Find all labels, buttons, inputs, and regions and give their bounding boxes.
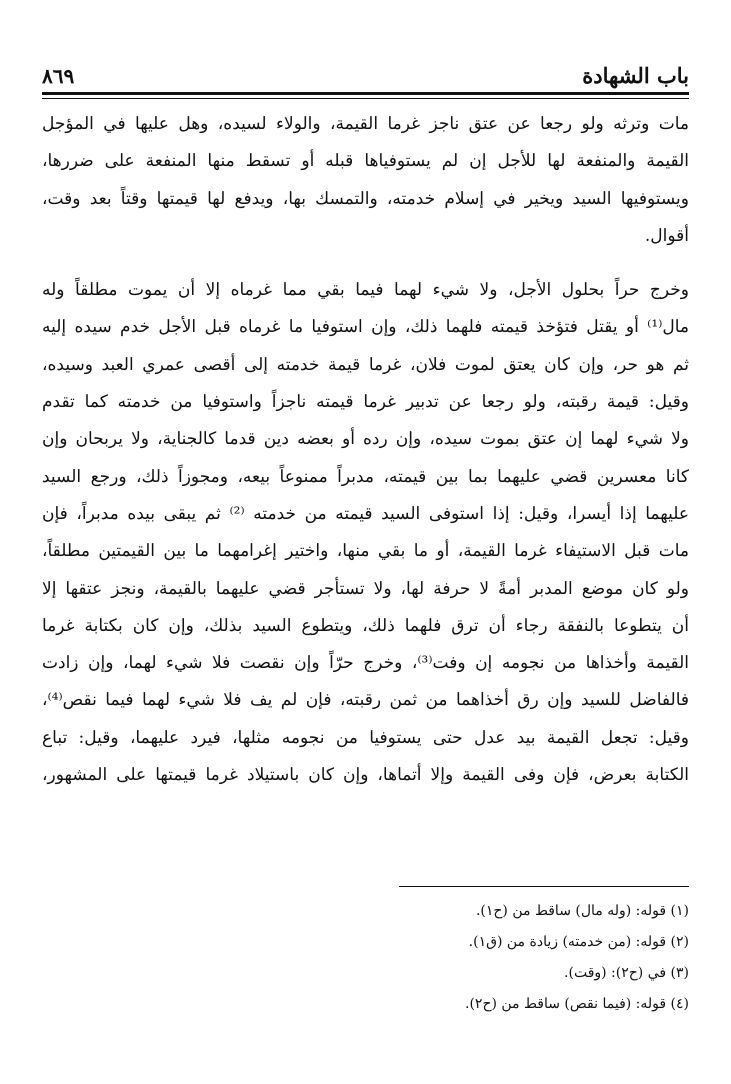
paragraph-gap bbox=[42, 255, 689, 272]
text-line: ولا شيء لهما إن عتق بموت سيده، وإن رده أو بعضه دين قدما كالجناية، ولا يربحان وإن bbox=[42, 429, 689, 450]
footnote: (١) قوله: (وله مال) ساقط من (ح١). bbox=[475, 903, 689, 919]
text-line: ولو كان موضع المدبر أمةً لا حرفة لها، ولا تستأجر قضي عليهما بالقيمة، ونجز عتقها إلا bbox=[42, 578, 689, 599]
page-number: ٨٦٩ bbox=[42, 64, 75, 88]
header-rule-thin bbox=[42, 98, 689, 99]
text-line: أن يتطوعا بالنفقة رجاء أن ترق فلهما ذلك، ويتطوع السيد بذلك، وإن كان بكتابة غرما bbox=[42, 615, 689, 636]
text-line: ثم هو حر، وإن كان يعتق لموت فلان، غرما قيمة خدمته إلى أقصى عمري العبد وسيده، bbox=[42, 354, 689, 375]
text-line: كانا معسرين قضي عليهما بما بين قيمته، مدبراً ممنوعاً بيعه، ومجوزاً ذلك، ورجع السيد bbox=[42, 466, 689, 487]
footnotes bbox=[42, 896, 689, 1020]
text-line: عليهما إذا أيسرا، وقيل: إذا استوفى السيد قيمته من خدمته ⁽²⁾ ثم يبقى بيده مدبراً، فإن bbox=[42, 503, 689, 524]
footnote: (٢) قوله: (من خدمته) زيادة من (ق١). bbox=[468, 934, 689, 950]
page-header bbox=[42, 52, 689, 88]
text-line: مات وترثه ولو رجعا عن عتق ناجز غرما القيمة، والولاء لسيده، وهل عليها في المؤجل bbox=[42, 114, 689, 134]
text-line: وقيل: قيمة رقبته، ولو رجعا عن تدبير غرما قيمته ناجزاً واستوفيا من خدمته كما تقدم bbox=[42, 392, 689, 413]
text-line: القيمة والمنفعة لها للأجل إن لم يستوفياها قبله أو تسقط منها المنفعة على ضررها، bbox=[42, 151, 689, 172]
main-text bbox=[42, 106, 689, 794]
text-line: فالفاضل للسيد وإن رق أخذاهما من ثمن رقبته، فإن لم يف فلا شيء لهما فيما نقص⁽⁴⁾، bbox=[42, 690, 689, 711]
text-line: أقوال. bbox=[644, 225, 689, 246]
footnote: (٤) قوله: (فيما نقص) ساقط من (ح٢). bbox=[465, 996, 689, 1012]
text-line: وقيل: تجعل القيمة بيد عدل حتى يستوفيا من نجومه مثلها، فيرد عليهما، وقيل: تباع bbox=[42, 727, 689, 748]
text-line: ويستوفيها السيد ويخير في إسلام خدمته، والتمسك بها، ويدفع لها قيمتها وقتاً بعد وقت، bbox=[42, 188, 689, 209]
text-line: مال⁽¹⁾ أو يقتل فتؤخذ قيمته فلهما ذلك، وإن استوفيا ما غرماه قبل الأجل خدم سيده إليه bbox=[42, 317, 689, 338]
footnote-separator bbox=[399, 886, 689, 887]
text-line: مات قبل الاستيفاء غرما القيمة، أو ما بقي منها، واختير إغرامهما ما بين القيمتين مطلقاً، bbox=[42, 541, 689, 562]
text-line: الكتابة بعرض، فإن وفى القيمة وإلا أتماها، وإن كان باستيلاد غرما قيمتها على المشهور، bbox=[42, 765, 689, 786]
text-line: القيمة وأخذاها من نجومه إن وفت⁽³⁾، وخرج حرّاً وإن نقصت فلا شيء لهما، وإن زادت bbox=[42, 653, 689, 674]
header-rule-thick bbox=[42, 92, 689, 95]
text-line: وخرج حراً بحلول الأجل، ولا شيء لهما فيما بقي مما غرماه إلا أن يموت مطلقاً وله bbox=[42, 280, 689, 301]
chapter-title: باب الشهادة bbox=[582, 63, 689, 88]
footnote: (٣) في (ح٢): (وقت). bbox=[564, 965, 689, 981]
